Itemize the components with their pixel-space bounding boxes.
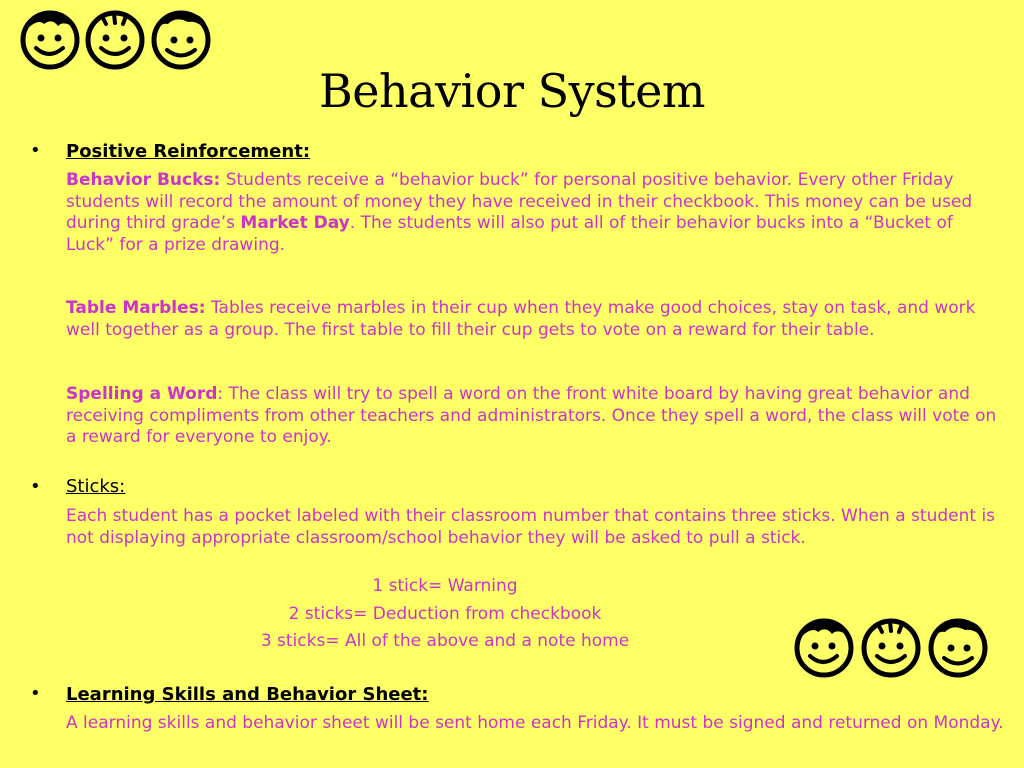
spelling-word-paragraph — [66, 384, 1006, 449]
sticks-paragraph: Each student has a pocket labeled with their classroom number that contains three sticks. When a student is not displaying appropriate classroom/school behavior they will be asked to pull a stick. — [66, 506, 996, 548]
smiley-faces-top — [18, 8, 214, 70]
smiley-faces-bottom — [792, 614, 992, 678]
sheet-paragraph: A learning skills and behavior sheet will be sent home each Friday. It must be signed and returned on Monday. — [66, 713, 1004, 733]
table-marbles-paragraph — [66, 298, 1006, 341]
section-heading-sticks: Sticks: — [66, 476, 126, 497]
stick-rule: 2 sticks= Deduction from checkbook — [288, 604, 602, 624]
spelling-word-text: : The class will try to spell a word on the front white board by having great behavior and receiving compliments from other teachers and administrators. Once they spell a word, the class will vote on a reward for everyone to enjoy. — [66, 384, 997, 447]
smiley-face-icon — [931, 620, 985, 675]
stick-rule: 1 stick= Warning — [372, 576, 518, 596]
section-heading-positive: Positive Reinforcement: — [66, 141, 311, 162]
page-title: Behavior System — [318, 64, 705, 118]
smiley-face-icon — [864, 621, 918, 675]
table-marbles-text: Tables receive marbles in their cup when they make good choices, stay on task, and work well together as a group. The first table to fill their cup gets to vote on a reward for their table. — [66, 298, 976, 340]
spelling-word-label: Spelling a Word — [66, 384, 218, 404]
table-marbles-label: Table Marbles: — [66, 298, 206, 318]
bullet-dot: • — [30, 140, 41, 161]
behavior-bucks-label: Behavior Bucks: — [66, 170, 221, 190]
stick-rule: 3 sticks= All of the above and a note home — [260, 631, 630, 651]
behavior-bucks-text: Students receive a “behavior buck” for personal positive behavior. Every other Friday students will record the amount of money they have received in their checkbook. This money can be used during third grade’s — [66, 170, 973, 233]
smiley-face-icon — [797, 621, 851, 675]
behavior-bucks-paragraph — [66, 170, 1006, 256]
smiley-face-icon — [88, 13, 142, 67]
smiley-face-icon — [23, 13, 77, 67]
smiley-face-icon — [154, 12, 208, 67]
bullet-dot: • — [30, 476, 41, 497]
market-day-label: Market Day — [240, 213, 350, 233]
behavior-bucks-text-end: . The students will also put all of their behavior bucks into a “Bucket of Luck” for a prize drawing. — [66, 213, 953, 255]
bullet-dot: • — [30, 683, 41, 704]
section-heading-sheet: Learning Skills and Behavior Sheet: — [66, 684, 429, 705]
